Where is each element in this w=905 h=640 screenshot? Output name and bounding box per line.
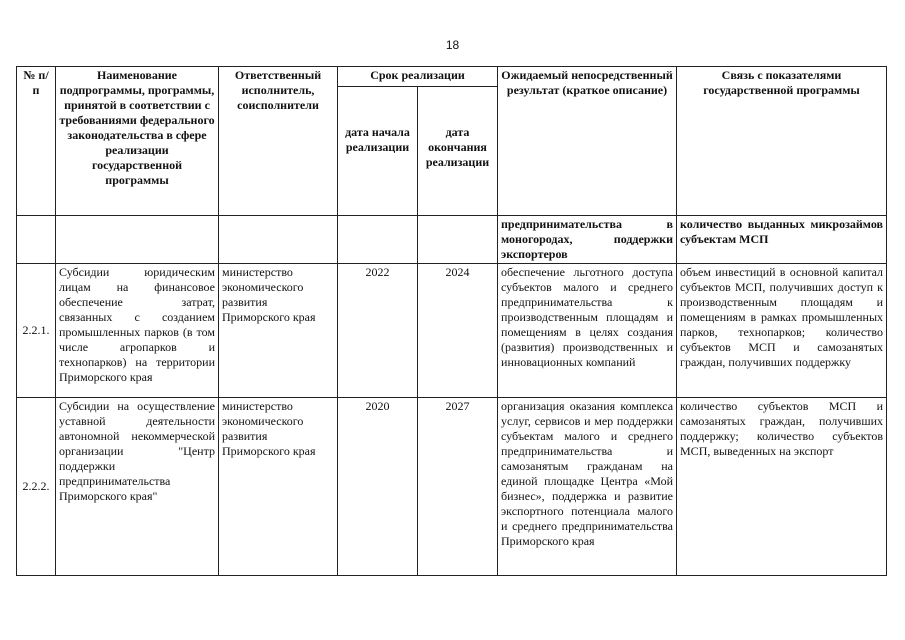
row-link: количество субъектов МСП и самозанятых граждан, получивших поддержку; количество субъектов МСП, выведенных на экспорт — [677, 398, 887, 576]
header-row — [17, 67, 887, 87]
row-start: 2022 — [338, 264, 418, 398]
header-link: Связь с показателями государственной программы — [677, 67, 887, 216]
cont-name — [56, 216, 219, 264]
cont-result: предпринимательства в моногородах, поддержки экспортеров — [498, 216, 677, 264]
header-name: Наименование подпрограммы, программы, принятой в соответствии с требованиями федерального законодательства в сфере реализации государственной программы — [56, 67, 219, 216]
header-term: Срок реализации — [338, 67, 498, 87]
header-start: дата начала реализации — [338, 87, 418, 216]
cont-end — [418, 216, 498, 264]
table-row — [17, 264, 887, 398]
cont-responsible — [219, 216, 338, 264]
header-responsible: Ответственный исполнитель, соисполнители — [219, 67, 338, 216]
continuation-row — [17, 216, 887, 264]
row-link: объем инвестиций в основной капитал субъектов МСП, получивших доступ к производственным площадям и помещениям в рамках промышленных парков, технопарков; количество субъектов МСП и самозанятых граждан, получивших поддержку — [677, 264, 887, 398]
row-name: Субсидии на осуществление уставной деятельности автономной некоммерческой организации "Центр поддержки предпринимательства Приморского края" — [56, 398, 219, 576]
row-number: 2.2.1. — [17, 264, 56, 398]
row-result: обеспечение льготного доступа субъектов малого и среднего предпринимательства к производственным площадям и помещениям в целях создания (развития) производственных и инновационных компаний — [498, 264, 677, 398]
row-result: организация оказания комплекса услуг, сервисов и мер поддержки субъектам малого и среднего предпринимательства и самозанятым гражданам на единой площадке Центра «Мой бизнес», поддержка и развитие экспортного потенциала малого и среднего предпринимательства Приморского края — [498, 398, 677, 576]
row-responsible: министерство экономического развития Приморского края — [219, 398, 338, 576]
row-start: 2020 — [338, 398, 418, 576]
row-responsible: министерство экономического развития Приморского края — [219, 264, 338, 398]
header-num: № п/п — [17, 67, 56, 216]
cont-start — [338, 216, 418, 264]
row-end: 2027 — [418, 398, 498, 576]
header-end: дата окончания реализации — [418, 87, 498, 216]
table-row — [17, 398, 887, 576]
cont-num — [17, 216, 56, 264]
row-end: 2024 — [418, 264, 498, 398]
header-result: Ожидаемый непосредственный результат (краткое описание) — [498, 67, 677, 216]
cont-link: количество выданных микрозаймов субъектам МСП — [677, 216, 887, 264]
program-table — [16, 66, 887, 576]
row-name: Субсидии юридическим лицам на финансовое обеспечение затрат, связанных с созданием промышленных парков (в том числе агропарков и технопарков) на территории Приморского края — [56, 264, 219, 398]
page-number: 18 — [445, 38, 460, 52]
row-number: 2.2.2. — [17, 398, 56, 576]
